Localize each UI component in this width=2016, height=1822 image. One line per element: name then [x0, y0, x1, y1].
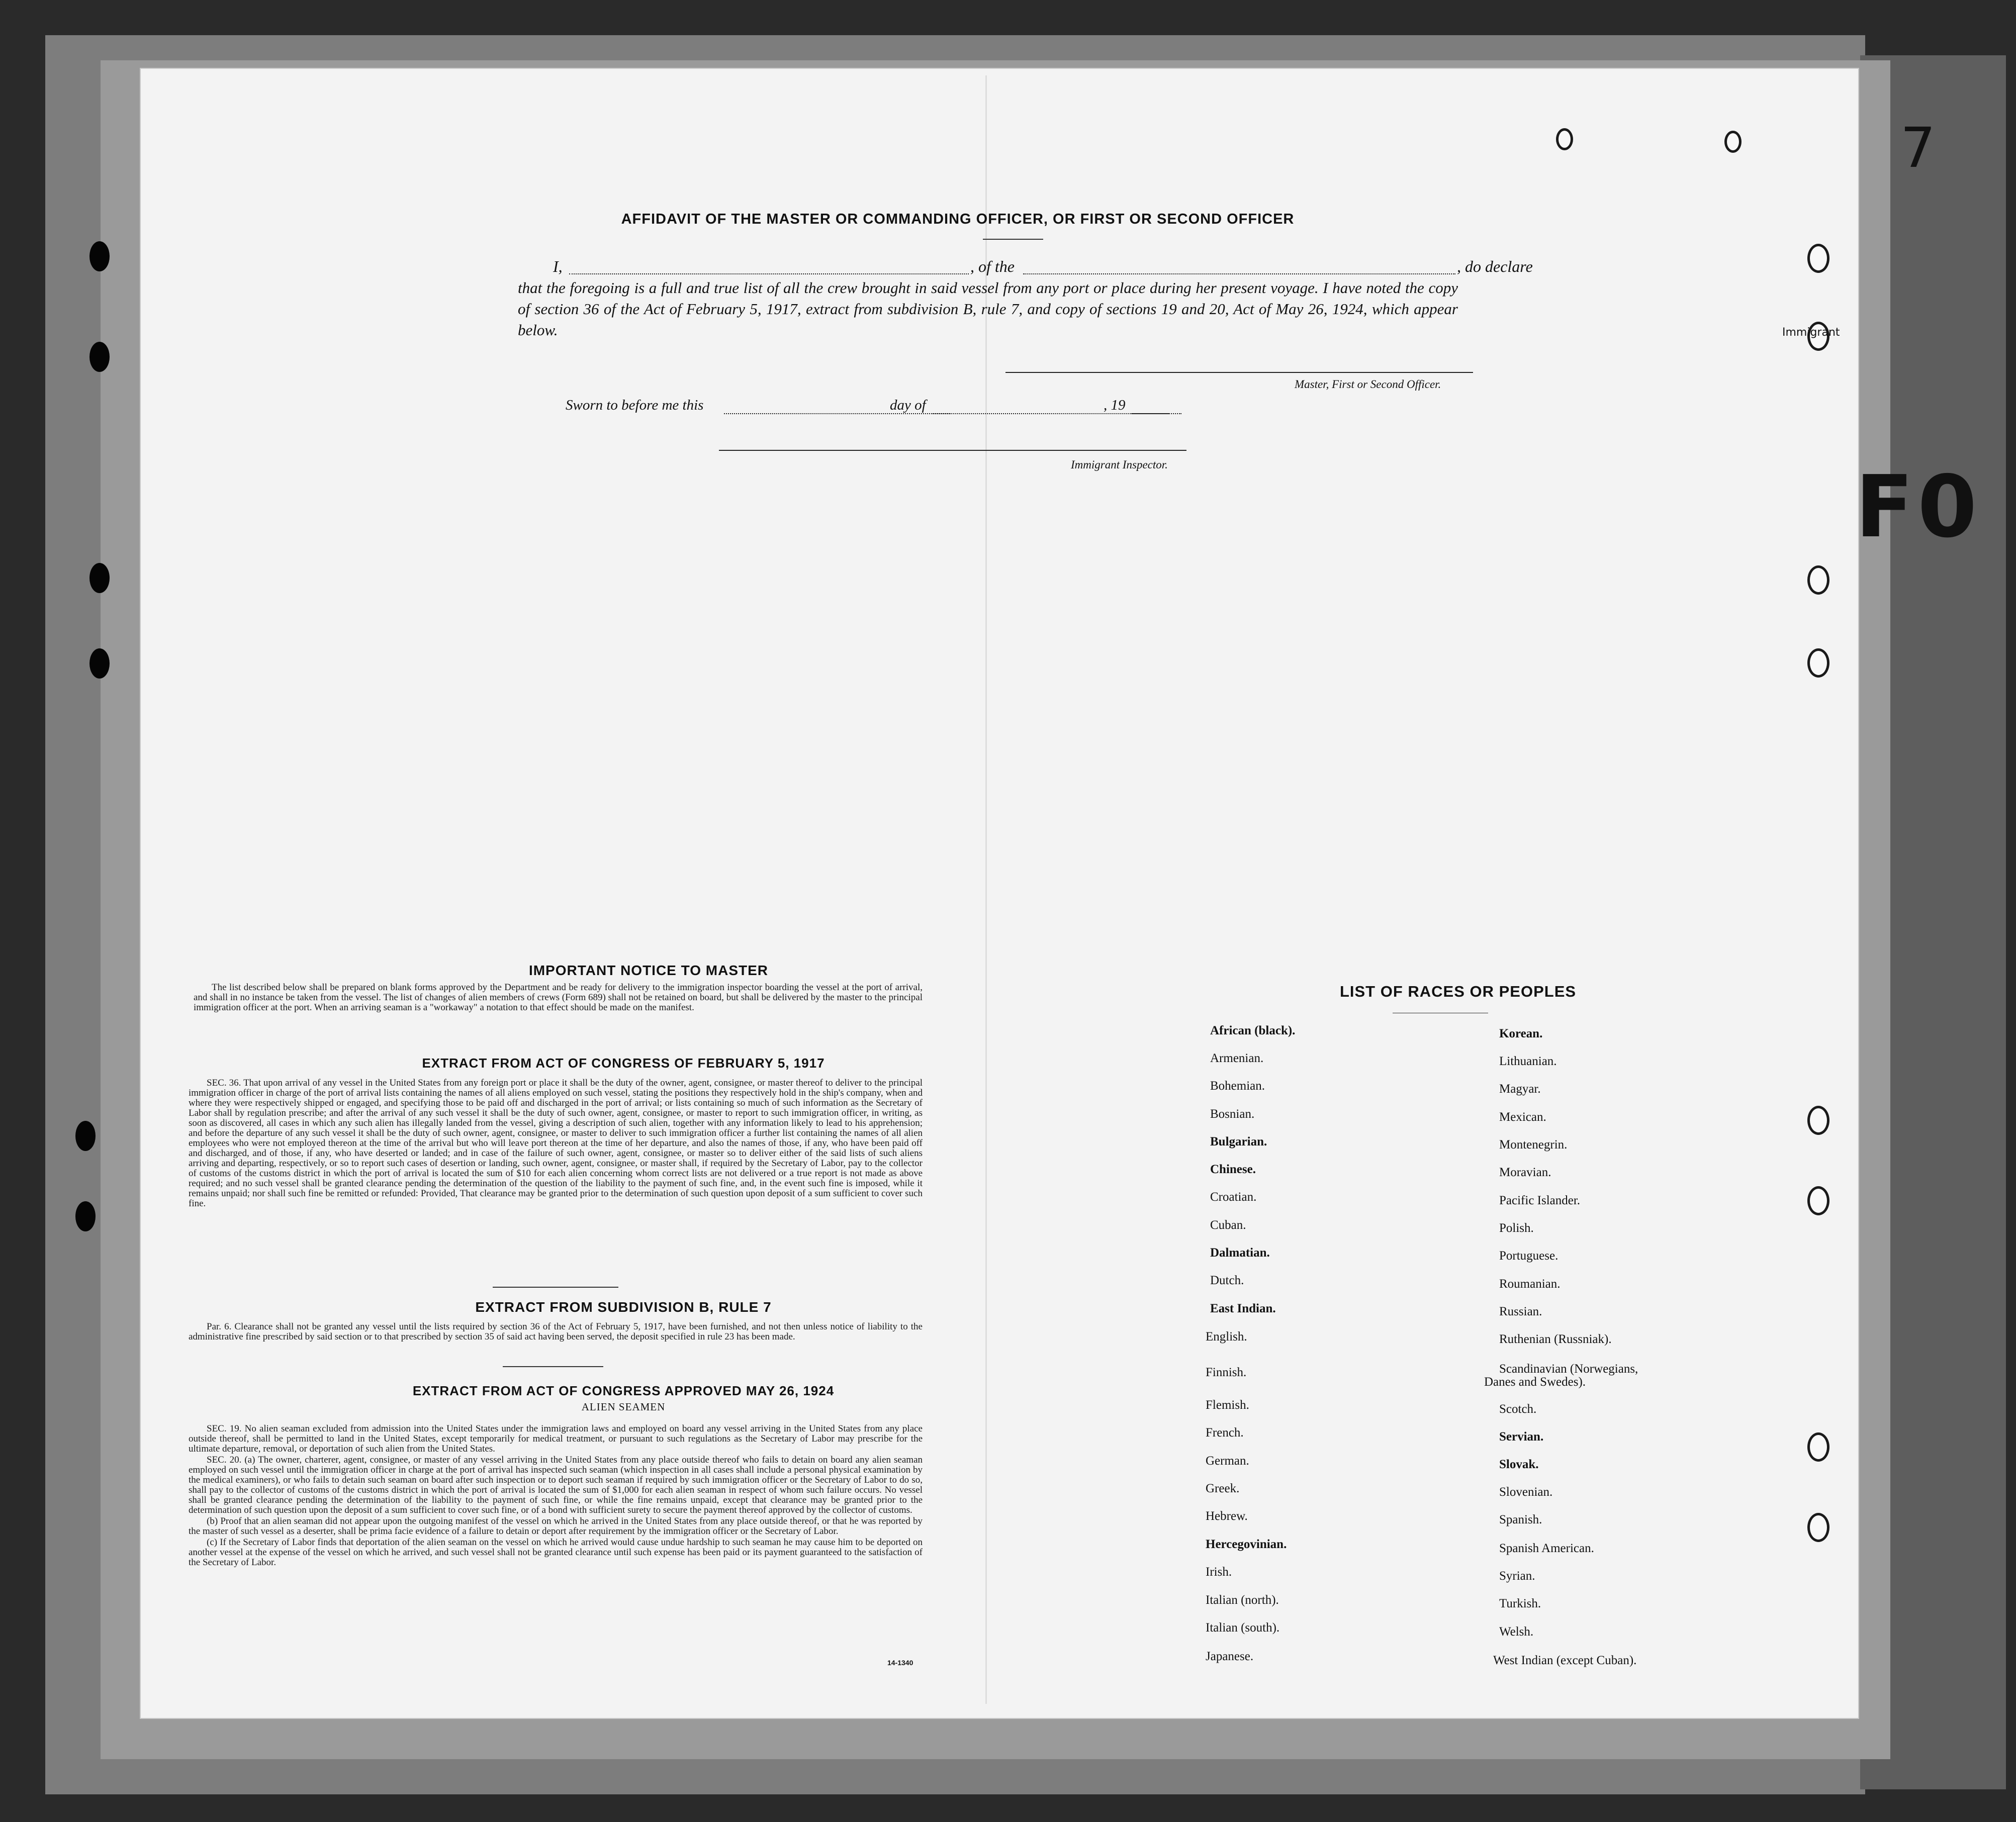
divider — [503, 1366, 603, 1367]
form-number: 14-1340 — [887, 1659, 913, 1667]
race-left-item: Hebrew. — [1206, 1509, 1248, 1523]
race-left-item: Cuban. — [1210, 1218, 1246, 1232]
declarant-name-blank — [569, 257, 969, 274]
sec-20a-paragraph: SEC. 20. (a) The owner, charterer, agent, consignee, or master of any vessel arriving in the United States from any place outside thereof who fails to detain on board any alien seaman employed on such vessel until the immigration officer in charge at the port of arrival has inspected such seaman (which inspection in all cases shall include a personal physical examination by the medical examiners), or who fails to detain such seaman on board after such inspection or to deport such seaman if required by such immigration officer or the Secretary of Labor to do so, shall pay to the collector of customs of the customs district in which the port of arrival is located the sum of $1,000 for each alien seaman in respect of whom such failure occurs. No vessel shall be granted clearance pending the determination of the liability to the payment of such fine, or while the fine remains unpaid, except that clearance may be granted prior to the determination of such question upon the deposit of a sum sufficient to cover such fine, or of a bond with sufficient surety to secure the payment thereof approved by the collector of customs. — [189, 1455, 923, 1515]
extract-1924-title: EXTRACT FROM ACT OF CONGRESS APPROVED MAY 26, 1924 — [412, 1383, 835, 1398]
race-right-item: Portuguese. — [1499, 1249, 1559, 1263]
race-left-item: German. — [1206, 1454, 1249, 1468]
race-left-item: East Indian. — [1210, 1302, 1276, 1315]
declarant-label: I, — [553, 257, 563, 275]
race-right-item: Russian. — [1499, 1305, 1542, 1318]
race-left-item: Japanese. — [1206, 1650, 1254, 1663]
declare-label: , do declare — [1457, 257, 1533, 275]
race-left-item: Dutch. — [1210, 1274, 1244, 1287]
race-left-item: English. — [1206, 1330, 1247, 1344]
notice-text — [194, 983, 923, 1014]
sworn-day-label: day of — [890, 397, 926, 413]
race-right-item: Montenegrin. — [1499, 1138, 1568, 1152]
inspector-signature-line — [719, 450, 1186, 451]
race-left-item: Hercegovinian. — [1206, 1538, 1287, 1551]
rule-7-title: EXTRACT FROM SUBDIVISION B, RULE 7 — [475, 1299, 772, 1315]
divider — [983, 239, 1043, 240]
punch-hole — [1807, 1106, 1829, 1135]
race-right-item: Scotch. — [1499, 1402, 1537, 1416]
race-left-item: Armenian. — [1210, 1051, 1264, 1065]
race-right-item: Mexican. — [1499, 1110, 1546, 1124]
race-right-item: Scandinavian (Norwegians, — [1499, 1362, 1638, 1376]
punch-hole — [1807, 648, 1829, 678]
binder-hole — [89, 648, 110, 679]
race-right-item: Welsh. — [1499, 1625, 1534, 1639]
notice-title: IMPORTANT NOTICE TO MASTER — [528, 963, 769, 978]
notice-paragraph: The list described below shall be prepared on blank forms approved by the Department and be ready for delivery to the immigration inspector boarding the vessel at the port of arrival, and shall in no instance be taken from the vessel. The list of changes of alien members of crews (Form 689) shall not be retained on board, but shall be delivered by the master to the principal immigration officer at the port. When an arriving seaman is a "workaway" a notation to that effect should be made on the manifest. — [194, 982, 923, 1013]
race-left-item: Flemish. — [1206, 1398, 1249, 1412]
binder-hole — [75, 1121, 96, 1151]
race-left-item: Croatian. — [1210, 1190, 1257, 1204]
race-left-item: Bohemian. — [1210, 1079, 1265, 1093]
sec-20b-paragraph: (b) Proof that an alien seaman did not appear upon the outgoing manifest of the vessel on which he arrived in the United States from any place outside thereof, or that he was reported by the master of such vessel as a deserter, shall be prima facie evidence of a failure to detain or deport after requirement by the immigration officer or the Secretary of Labor. — [189, 1516, 923, 1537]
race-right-item: Polish. — [1499, 1221, 1534, 1235]
race-left-item: Chinese. — [1210, 1163, 1256, 1176]
race-right-item: Danes and Swedes). — [1484, 1375, 1586, 1389]
punch-hole — [1556, 128, 1573, 150]
punch-hole — [1724, 131, 1742, 153]
race-right-item: Moravian. — [1499, 1166, 1551, 1179]
race-right-item: Spanish. — [1499, 1513, 1542, 1526]
race-right-item: West Indian (except Cuban). — [1493, 1654, 1637, 1667]
master-caption: Master, First or Second Officer. — [1295, 378, 1441, 391]
rule-7-text — [189, 1322, 923, 1343]
races-title: LIST OF RACES OR PEOPLES — [1339, 983, 1577, 1000]
race-left-item: Greek. — [1206, 1482, 1240, 1495]
race-right-item: Lithuanian. — [1499, 1054, 1557, 1068]
race-left-item: French. — [1206, 1426, 1244, 1440]
binder-hole — [89, 563, 110, 593]
affidavit-declaration-line — [553, 257, 1533, 277]
divider — [493, 1287, 618, 1288]
race-right-item: Roumanian. — [1499, 1277, 1561, 1291]
punch-hole — [1807, 1186, 1829, 1215]
extract-1917-title: EXTRACT FROM ACT OF CONGRESS OF FEBRUARY 5, 1917 — [422, 1056, 825, 1071]
race-left-item: Bulgarian. — [1210, 1135, 1267, 1148]
race-left-item: Italian (north). — [1206, 1593, 1279, 1607]
race-right-item: Korean. — [1499, 1027, 1543, 1040]
punch-hole — [1807, 565, 1829, 595]
race-left-item: Italian (south). — [1206, 1621, 1280, 1635]
extract-1924-text — [189, 1424, 923, 1569]
race-right-item: Slovenian. — [1499, 1485, 1553, 1499]
binder-hole — [89, 241, 110, 271]
race-left-item: Bosnian. — [1210, 1107, 1255, 1121]
sec-36-paragraph: SEC. 36. That upon arrival of any vessel in the United States from any foreign port or place it shall be the duty of the owner, agent, consignee, or master thereof to deliver to the principal immigration officer in charge of the port of arrival lists containing the names of all aliens employed on such vessel, stating the positions they respectively hold in the ship's company, when and where they were respectively shipped or engaged, and specifying those to be paid off and discharged in the port of arrival; or lists containing so much of such information as the Secretary of Labor shall by regulation prescribe; and after the arrival of any such vessel it shall be the duty of such owner, agent, consignee, or master to report to such immigration officer, in writing, as soon as discovered, all cases in which any such alien has illegally landed from the vessel, giving a description of such alien, together with any information likely to lead to his apprehension; and before the departure of any such vessel it shall be the duty of such owner, agent, consignee, or master to deliver to such immigration officer a further list containing the names of all alien employees who were not employed thereon at the time of the arrival but who will leave port thereon at the time of her departure, and also the names of those, if any, who have been paid off and discharged, and of those, if any, who have deserted or landed; and in case of the failure of such owner, agent, consignee, or master so to deliver either of the said lists of such aliens arriving and departing, respectively, or so to report such cases of desertion or landing, such owner, agent, consignee, or master shall, if required by the Secretary of Labor, pay to the collector of customs of the customs district in which the port of arrival is located the sum of $10 for each alien concerning whom correct lists are not delivered or a true report is not made as above required; and no such vessel shall be granted clearance pending the determination of the question of the liability to the payment of such fine, and, in the event such fine is imposed, while it remains unpaid; nor shall such fine be remitted or refunded: Provided, That clearance may be granted prior to the determination of such question upon deposit of a sum sufficient to cover such fine. — [189, 1078, 923, 1209]
sec-20c-paragraph: (c) If the Secretary of Labor finds that deportation of the alien seaman on the vessel on which he arrived would cause undue hardship to such seaman he may cause him to be deported on another vessel at the expense of the vessel on which he arrived, and such vessel shall not be granted clearance until such expense has been paid or its payment guaranteed to the satisfaction of the Secretary of Labor. — [189, 1537, 923, 1568]
binder-hole — [89, 342, 110, 372]
race-right-item: Syrian. — [1499, 1569, 1535, 1583]
sworn-prefix: Sworn to before me this — [566, 397, 704, 413]
affidavit-header — [533, 0, 1383, 251]
par-6-paragraph: Par. 6. Clearance shall not be granted any vessel until the lists required by section 36 of the Act of February 5, 1917, have been furnished, and not then unless notice of liability to the administrative fine prescribed by said section or to that prescribed by section 35 of said act having been served, the deposit specified in rule 23 has been made. — [189, 1321, 923, 1342]
race-left-item: Dalmatian. — [1210, 1246, 1270, 1260]
affidavit-statement: that the foregoing is a full and true list of all the crew brought in said vessel from any port or place during her present voyage. I have noted the copy of section 36 of the Act of February 5, 1917, extract from subdivision B, rule 7, and copy of sections 19 and 20, Act of May 26, 1924, which appear below. — [518, 279, 1458, 339]
race-right-item: Pacific Islander. — [1499, 1194, 1581, 1207]
master-signature-line — [1005, 372, 1473, 373]
handwritten-mark: F0 — [1855, 457, 1981, 557]
extract-1917-text — [189, 1078, 923, 1210]
punch-hole — [1807, 1432, 1829, 1462]
race-left-item: African (black). — [1210, 1024, 1296, 1037]
punch-hole — [1807, 244, 1829, 273]
handwritten-number: 7 — [1900, 116, 1936, 180]
affidavit-title: AFFIDAVIT OF THE MASTER OR COMMANDING OFFICER, OR FIRST OR SECOND OFFICER — [621, 211, 1295, 227]
race-right-item: Spanish American. — [1499, 1542, 1594, 1555]
punch-hole — [1807, 1513, 1829, 1542]
sworn-year-blank — [1131, 397, 1181, 414]
vessel-name-blank — [1023, 257, 1455, 274]
inspector-caption: Immigrant Inspector. — [1071, 458, 1168, 471]
race-right-item: Ruthenian (Russniak). — [1499, 1332, 1612, 1346]
alien-seamen-subtitle: ALIEN SEAMEN — [581, 1401, 666, 1413]
race-right-item: Slovak. — [1499, 1458, 1539, 1471]
binder-hole — [75, 1201, 96, 1231]
race-left-item: Finnish. — [1206, 1366, 1247, 1379]
sworn-year-label: , 19 — [1104, 397, 1126, 413]
stamp-text: Immigrant — [1782, 326, 1840, 339]
race-right-item: Magyar. — [1499, 1082, 1541, 1096]
sec-19-paragraph: SEC. 19. No alien seaman excluded from admission into the United States under the immigration laws and employed on board any vessel arriving in the United States from any place outside thereof, shall be permitted to land in the United States, except temporarily for medical treatment, or pursuant to such regulations as the Secretary of Labor may prescribe for the ultimate departure, removal, or deportation of such alien from the United States. — [189, 1423, 923, 1454]
race-right-item: Servian. — [1499, 1430, 1544, 1444]
race-right-item: Turkish. — [1499, 1597, 1541, 1610]
of-the-label: , of the — [970, 257, 1015, 275]
race-left-item: Irish. — [1206, 1565, 1232, 1579]
